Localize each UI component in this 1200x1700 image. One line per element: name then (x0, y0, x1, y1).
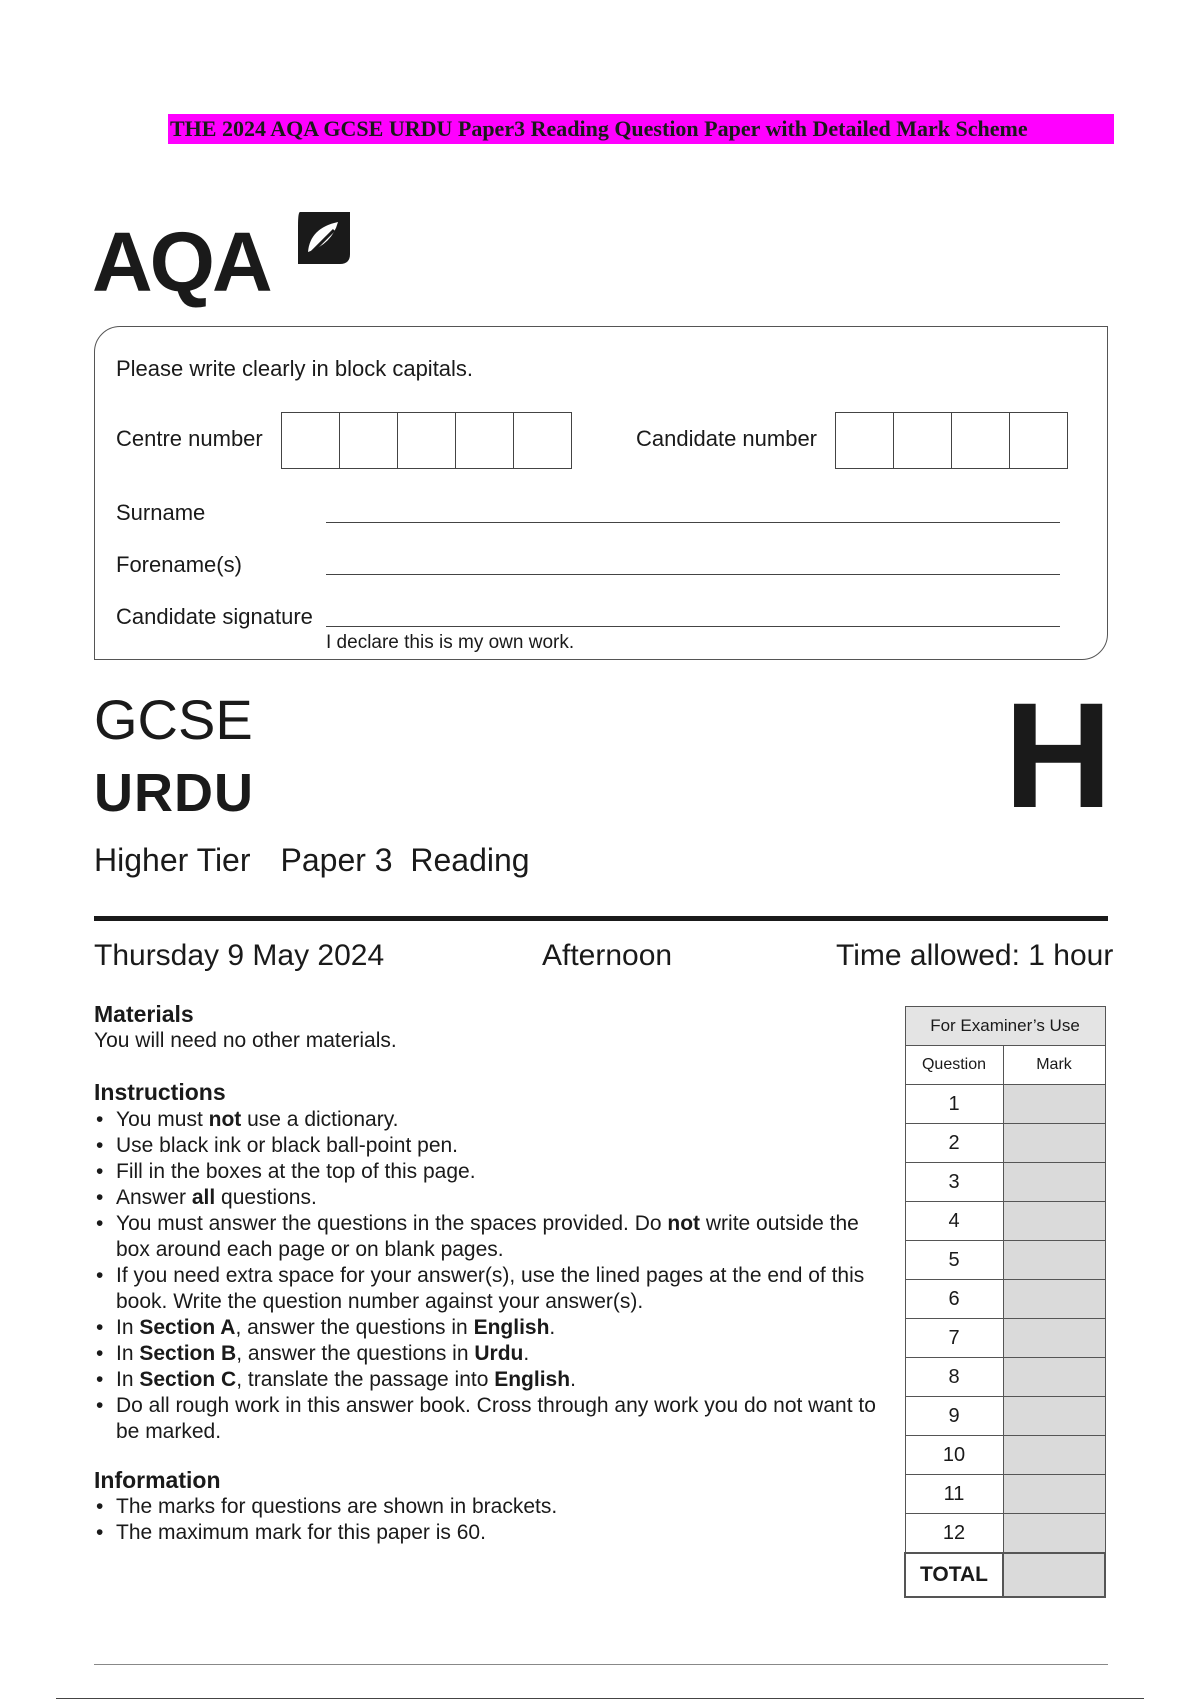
mark-cell[interactable] (1003, 1280, 1105, 1319)
tier-paper-line (94, 840, 530, 880)
tier-letter: H (1004, 671, 1113, 839)
tier-label: Higher Tier (94, 842, 251, 878)
question-number: 11 (905, 1475, 1003, 1514)
candidate-digit-box[interactable] (1010, 413, 1067, 468)
table-row (905, 1319, 1105, 1358)
signature-label: Candidate signature (116, 604, 313, 629)
aqa-logo (92, 208, 362, 308)
aqa-logo-text: AQA (92, 215, 270, 309)
mark-cell[interactable] (1003, 1124, 1105, 1163)
mark-cell[interactable] (1003, 1397, 1105, 1436)
question-number: 6 (905, 1280, 1003, 1319)
forename-field[interactable] (326, 574, 1060, 575)
paper-label: Paper 3 Reading (280, 842, 530, 878)
candidate-digit-box[interactable] (894, 413, 952, 468)
materials-text: You will need no other materials. (94, 1029, 397, 1052)
information-heading: Information (94, 1467, 221, 1493)
table-row (905, 1124, 1105, 1163)
candidate-number-label: Candidate number (636, 426, 818, 451)
candidate-digit-box[interactable] (836, 413, 894, 468)
signature-field[interactable] (326, 626, 1060, 627)
question-number: 2 (905, 1124, 1003, 1163)
qualification-title: GCSE (94, 688, 253, 751)
exam-session: Afternoon (542, 939, 673, 972)
table-row (905, 1514, 1105, 1554)
mark-cell[interactable] (1003, 1085, 1105, 1124)
instruction-item: • Use black ink or black ball-point pen. (94, 1133, 884, 1159)
instruction-item: • You must not use a dictionary. (94, 1107, 884, 1133)
question-number: 7 (905, 1319, 1003, 1358)
instruction-item: • If you need extra space for your answer(s), use the lined pages at the end of this book. Write the question number against your answer(s). (94, 1263, 884, 1315)
question-number: 4 (905, 1202, 1003, 1241)
page-edge-line (56, 1698, 1144, 1699)
table-row (905, 1163, 1105, 1202)
exam-date: Thursday 9 May 2024 (94, 939, 385, 972)
mark-cell[interactable] (1003, 1163, 1105, 1202)
question-column-header: Question (905, 1046, 1003, 1085)
centre-digit-box[interactable] (340, 413, 398, 468)
instruction-item: • In Section C, translate the passage into English. (94, 1367, 884, 1393)
question-number: 9 (905, 1397, 1003, 1436)
table-row (905, 1280, 1105, 1319)
instruction-item: • Fill in the boxes at the top of this page. (94, 1159, 884, 1185)
mark-cell[interactable] (1003, 1475, 1105, 1514)
mark-cell[interactable] (1003, 1241, 1105, 1280)
question-number: 5 (905, 1241, 1003, 1280)
information-item: • The maximum mark for this paper is 60. (94, 1520, 884, 1546)
surname-label: Surname (116, 500, 206, 525)
table-row (905, 1202, 1105, 1241)
centre-number-label: Centre number (116, 426, 263, 451)
block-capitals-instruction: Please write clearly in block capitals. (116, 356, 474, 381)
total-row (905, 1553, 1105, 1597)
centre-digit-box[interactable] (456, 413, 514, 468)
surname-field[interactable] (326, 522, 1060, 523)
table-row (905, 1397, 1105, 1436)
total-label: TOTAL (905, 1553, 1003, 1597)
total-mark-cell[interactable] (1003, 1553, 1105, 1597)
table-row (905, 1475, 1105, 1514)
table-row (905, 1358, 1105, 1397)
examiner-use-table (904, 1006, 1106, 1598)
materials-heading: Materials (94, 1001, 194, 1027)
instruction-item: • In Section A, answer the questions in English. (94, 1315, 884, 1341)
declaration-text: I declare this is my own work. (326, 632, 575, 653)
table-row (905, 1436, 1105, 1475)
examiner-table-title: For Examiner’s Use (905, 1007, 1105, 1046)
instruction-item: • Do all rough work in this answer book. Cross through any work you do not want to be marked. (94, 1393, 884, 1445)
mark-cell[interactable] (1003, 1202, 1105, 1241)
mark-cell[interactable] (1003, 1436, 1105, 1475)
forename-label: Forename(s) (116, 552, 242, 577)
subject-title: URDU (94, 763, 254, 823)
mark-column-header: Mark (1003, 1046, 1105, 1085)
information-list (94, 1494, 884, 1546)
instruction-item: • In Section B, answer the questions in Urdu. (94, 1341, 884, 1367)
centre-number-boxes[interactable] (281, 412, 572, 469)
information-item: • The marks for questions are shown in brackets. (94, 1494, 884, 1520)
question-number: 12 (905, 1514, 1003, 1554)
centre-digit-box[interactable] (282, 413, 340, 468)
time-allowed: Time allowed: 1 hour (836, 939, 1114, 972)
footer-divider (94, 1664, 1108, 1665)
question-number: 3 (905, 1163, 1003, 1202)
table-row (905, 1085, 1105, 1124)
instructions-list (94, 1107, 884, 1445)
candidate-number-boxes[interactable] (835, 412, 1068, 469)
aqa-leaf-icon (294, 208, 354, 268)
mark-cell[interactable] (1003, 1319, 1105, 1358)
question-number: 1 (905, 1085, 1003, 1124)
mark-cell[interactable] (1003, 1514, 1105, 1554)
table-row (905, 1241, 1105, 1280)
question-number: 10 (905, 1436, 1003, 1475)
document-title-banner: THE 2024 AQA GCSE URDU Paper3 Reading Question Paper with Detailed Mark Scheme (168, 114, 1114, 144)
instructions-heading: Instructions (94, 1079, 226, 1105)
header-divider (94, 916, 1108, 921)
instruction-item: • You must answer the questions in the spaces provided. Do not write outside the box around each page or on blank pages. (94, 1211, 884, 1263)
candidate-digit-box[interactable] (952, 413, 1010, 468)
centre-digit-box[interactable] (514, 413, 571, 468)
question-number: 8 (905, 1358, 1003, 1397)
instruction-item: • Answer all questions. (94, 1185, 884, 1211)
mark-cell[interactable] (1003, 1358, 1105, 1397)
centre-digit-box[interactable] (398, 413, 456, 468)
